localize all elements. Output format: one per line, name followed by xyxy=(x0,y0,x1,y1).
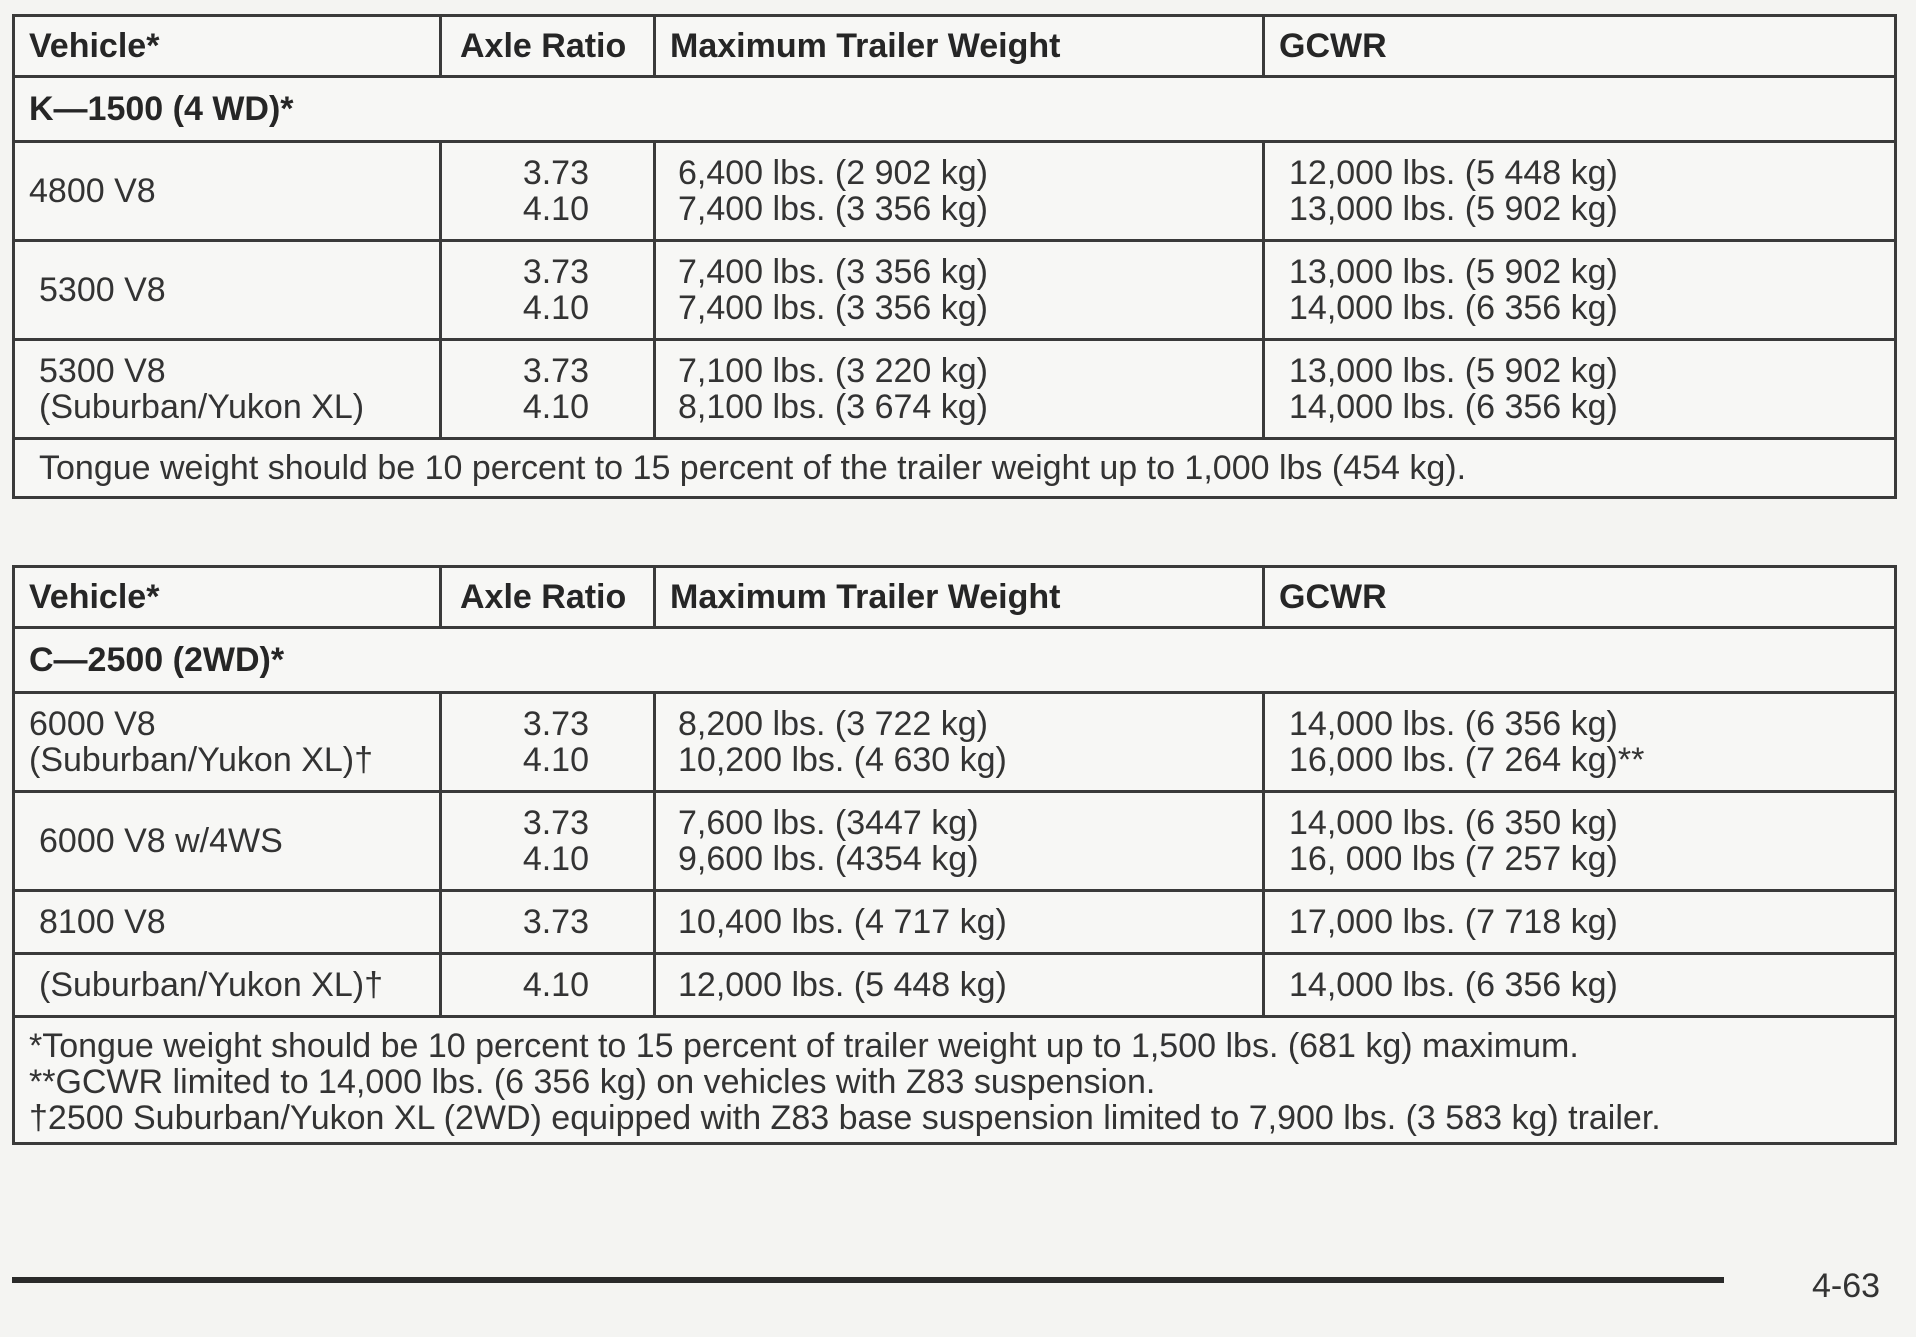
header-row xyxy=(14,567,1896,628)
vehicle-variant: (Suburban/Yukon XL)† xyxy=(29,741,374,779)
gcwr-cell xyxy=(1264,891,1896,954)
vehicle-variant: (Suburban/Yukon XL)† xyxy=(39,966,384,1004)
gcwr-value: 12,000 lbs. (5 448 kg) xyxy=(1289,154,1618,192)
axle-ratio: 3.73 xyxy=(522,804,589,842)
axle-ratio: 3.73 xyxy=(522,352,589,390)
vehicle-name: 5300 V8 xyxy=(39,352,166,390)
axle-ratio: 4.10 xyxy=(522,966,589,1004)
trailer-weight: 9,600 lbs. (4354 kg) xyxy=(678,840,979,878)
vehicle-variant: (Suburban/Yukon XL) xyxy=(39,388,365,426)
trailer-weight-cell xyxy=(655,954,1264,1017)
trailer-weight: 12,000 lbs. (5 448 kg) xyxy=(678,966,1007,1004)
table-row xyxy=(14,241,1896,340)
axle-ratio: 4.10 xyxy=(522,289,589,327)
group-title: C—2500 (2WD)* xyxy=(14,628,1896,693)
vehicle-cell xyxy=(14,954,441,1017)
vehicle-cell xyxy=(14,340,441,439)
vehicle-cell xyxy=(14,241,441,340)
page-number: 4-63 xyxy=(1812,1267,1881,1305)
group-row xyxy=(14,77,1896,142)
trailer-table-c2500 xyxy=(12,565,1897,1145)
vehicle-name: 6000 V8 w/4WS xyxy=(39,822,283,860)
axle-ratio: 3.73 xyxy=(522,154,589,192)
footnote-row xyxy=(14,1017,1896,1144)
gcwr-cell xyxy=(1264,954,1896,1017)
vehicle-cell xyxy=(14,891,441,954)
gcwr-value: 13,000 lbs. (5 902 kg) xyxy=(1289,253,1618,291)
trailer-weight-cell xyxy=(655,340,1264,439)
gcwr-value: 14,000 lbs. (6 350 kg) xyxy=(1289,804,1618,842)
trailer-weight: 10,200 lbs. (4 630 kg) xyxy=(678,741,1007,779)
footnote-z83-limit: †2500 Suburban/Yukon XL (2WD) equipped with Z83 base suspension limited to 7,900 lbs. (3 583 kg) trailer. xyxy=(29,1099,1661,1137)
trailer-weight-cell xyxy=(655,792,1264,891)
header-vehicle: Vehicle* xyxy=(14,567,441,628)
gcwr-value: 14,000 lbs. (6 356 kg) xyxy=(1289,966,1618,1004)
group-row xyxy=(14,628,1896,693)
header-gcwr: GCWR xyxy=(1264,16,1896,77)
gcwr-cell xyxy=(1264,142,1896,241)
gcwr-cell xyxy=(1264,241,1896,340)
axle-ratio: 3.73 xyxy=(522,903,589,941)
gcwr-value: 13,000 lbs. (5 902 kg) xyxy=(1289,190,1618,228)
vehicle-cell xyxy=(14,693,441,792)
vehicle-cell xyxy=(14,142,441,241)
axle-ratio: 3.73 xyxy=(522,253,589,291)
header-axle-ratio: Axle Ratio xyxy=(441,567,655,628)
trailer-weight: 7,600 lbs. (3447 kg) xyxy=(678,804,979,842)
table-row xyxy=(14,693,1896,792)
gcwr-value: 16, 000 lbs (7 257 kg) xyxy=(1289,840,1618,878)
axle-cell xyxy=(441,142,655,241)
trailer-weight: 8,200 lbs. (3 722 kg) xyxy=(678,705,988,743)
header-max-trailer-weight: Maximum Trailer Weight xyxy=(655,567,1264,628)
vehicle-name: 8100 V8 xyxy=(39,903,166,941)
trailer-weight: 7,100 lbs. (3 220 kg) xyxy=(678,352,988,390)
trailer-table-k1500 xyxy=(12,14,1897,499)
header-max-trailer-weight: Maximum Trailer Weight xyxy=(655,16,1264,77)
footnotes xyxy=(14,1017,1896,1144)
axle-cell xyxy=(441,891,655,954)
tongue-weight-note: Tongue weight should be 10 percent to 15 percent of the trailer weight up to 1,000 lbs (454 kg). xyxy=(14,439,1896,498)
axle-ratio: 4.10 xyxy=(522,190,589,228)
table-row xyxy=(14,954,1896,1017)
table-row xyxy=(14,792,1896,891)
axle-cell xyxy=(441,954,655,1017)
group-title: K—1500 (4 WD)* xyxy=(14,77,1896,142)
trailer-weight-cell xyxy=(655,891,1264,954)
header-vehicle: Vehicle* xyxy=(14,16,441,77)
axle-ratio: 4.10 xyxy=(522,741,589,779)
trailer-weight: 8,100 lbs. (3 674 kg) xyxy=(678,388,988,426)
trailer-weight: 10,400 lbs. (4 717 kg) xyxy=(678,903,1007,941)
gcwr-value: 14,000 lbs. (6 356 kg) xyxy=(1289,289,1618,327)
gcwr-value: 17,000 lbs. (7 718 kg) xyxy=(1289,903,1618,941)
gcwr-cell xyxy=(1264,340,1896,439)
axle-cell xyxy=(441,241,655,340)
table-row xyxy=(14,142,1896,241)
axle-ratio: 3.73 xyxy=(522,705,589,743)
table-row xyxy=(14,891,1896,954)
axle-cell xyxy=(441,340,655,439)
footnote-gcwr-limit: **GCWR limited to 14,000 lbs. (6 356 kg) on vehicles with Z83 suspension. xyxy=(29,1063,1156,1101)
footnote-tongue-weight: *Tongue weight should be 10 percent to 15 percent of trailer weight up to 1,500 lbs. (681 kg) maximum. xyxy=(29,1027,1579,1065)
trailer-weight: 7,400 lbs. (3 356 kg) xyxy=(678,289,988,327)
gcwr-value: 14,000 lbs. (6 356 kg) xyxy=(1289,388,1618,426)
axle-cell xyxy=(441,693,655,792)
gcwr-value: 16,000 lbs. (7 264 kg)** xyxy=(1289,741,1645,779)
gcwr-value: 14,000 lbs. (6 356 kg) xyxy=(1289,705,1618,743)
vehicle-name: 5300 V8 xyxy=(39,271,166,309)
trailer-weight-cell xyxy=(655,693,1264,792)
axle-cell xyxy=(441,792,655,891)
vehicle-name: 6000 V8 xyxy=(29,705,156,743)
table-row xyxy=(14,340,1896,439)
vehicle-name: 4800 V8 xyxy=(29,172,156,210)
footer-rule xyxy=(12,1277,1724,1283)
axle-ratio: 4.10 xyxy=(522,388,589,426)
header-row xyxy=(14,16,1896,77)
axle-ratio: 4.10 xyxy=(522,840,589,878)
trailer-weight: 7,400 lbs. (3 356 kg) xyxy=(678,253,988,291)
header-axle-ratio: Axle Ratio xyxy=(441,16,655,77)
trailer-weight-cell xyxy=(655,241,1264,340)
header-gcwr: GCWR xyxy=(1264,567,1896,628)
trailer-weight: 6,400 lbs. (2 902 kg) xyxy=(678,154,988,192)
gcwr-value: 13,000 lbs. (5 902 kg) xyxy=(1289,352,1618,390)
trailer-weight-cell xyxy=(655,142,1264,241)
gcwr-cell xyxy=(1264,693,1896,792)
note-row xyxy=(14,439,1896,498)
vehicle-cell xyxy=(14,792,441,891)
trailer-weight: 7,400 lbs. (3 356 kg) xyxy=(678,190,988,228)
gcwr-cell xyxy=(1264,792,1896,891)
